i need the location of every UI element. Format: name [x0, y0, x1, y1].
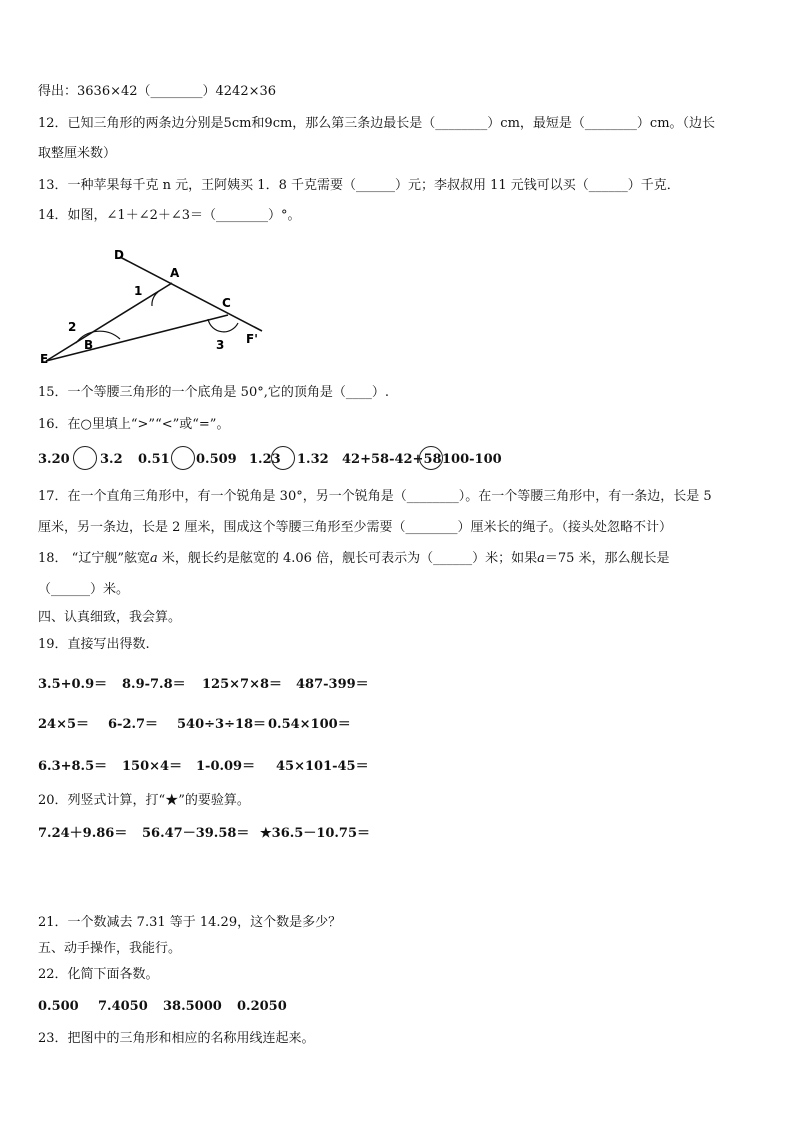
label-angle2: 2 — [68, 320, 77, 334]
q18-text-1: 18． “辽宁舰”舷宽 — [38, 551, 150, 566]
cmp-left-4: 42+58-42+58 — [342, 452, 442, 467]
cmp-left-2: 0.51 — [138, 452, 170, 467]
q19: 19．直接写出得数. — [38, 637, 150, 652]
line-EA — [46, 283, 172, 361]
label-A: A — [170, 266, 180, 280]
calc-item: 45×101-45＝ — [276, 759, 369, 774]
q20: 20．列竖式计算，打“★”的要验算。 — [38, 793, 250, 808]
calc-row-2 — [38, 713, 538, 732]
q18-var-a: a — [149, 551, 158, 566]
compare-circle-3[interactable] — [268, 446, 298, 470]
simplify-item: 7.4050 — [98, 999, 148, 1014]
calc-item: 0.54×100＝ — [268, 717, 351, 732]
q11-tail: 得出：3636×42（________）4242×36 — [38, 84, 277, 99]
section-4-heading: 四、认真细致，我会算。 — [38, 610, 182, 625]
calc-row-1 — [38, 673, 538, 692]
compare-circle-2[interactable] — [168, 446, 198, 470]
label-angle1: 1 — [134, 284, 143, 298]
q23: 23．把图中的三角形和相应的名称用线连起来。 — [38, 1031, 315, 1046]
calc-item: 3.5+0.9＝ — [38, 677, 108, 692]
angle-figure — [38, 243, 270, 371]
simplify-item: 0.500 — [38, 999, 79, 1014]
q21: 21．一个数减去 7.31 等于 14.29，这个数是多少？ — [38, 915, 342, 930]
q17-line1: 17．在一个直角三角形中，有一个锐角是 30°，另一个锐角是（________）。在一个等腰三角形中，有一条边，长是 5 — [38, 489, 712, 504]
q18-text-2: 米，舰长约是舷宽的 4.06 倍，舰长可表示为（______）米；如果 — [157, 551, 538, 566]
calc-item: 6.3+8.5＝ — [38, 759, 108, 774]
calc-item: 540÷3÷18＝ — [177, 717, 267, 732]
cmp-left-1: 3.20 — [38, 452, 70, 467]
calc-item: 487-399＝ — [296, 677, 369, 692]
calc-item: 6-2.7＝ — [108, 717, 159, 732]
q12-line1: 12．已知三角形的两条边分别是5cm和9cm，那么第三条边最长是（________）cm，最短是（________）cm。（边长 — [38, 116, 716, 131]
cmp-right-2: 0.509 — [196, 452, 237, 467]
vcalc-item: 56.47－39.58＝ — [142, 826, 250, 841]
vcalc-item: 7.24＋9.86＝ — [38, 826, 128, 841]
q18-line2: （______）米。 — [38, 582, 130, 597]
q18-line1 — [38, 551, 670, 567]
vcalc-item: ★36.5－10.75＝ — [260, 826, 371, 841]
arc-3 — [208, 319, 238, 332]
q18-var-a2: a — [537, 551, 545, 566]
calc-row-3 — [38, 755, 538, 774]
label-C: C — [222, 296, 231, 310]
label-F: F' — [246, 332, 258, 346]
calc-item: 150×4＝ — [122, 759, 183, 774]
label-D: D — [114, 248, 124, 262]
cmp-right-1: 3.2 — [100, 452, 123, 467]
q15: 15．一个等腰三角形的一个底角是 50°,它的顶角是（____）. — [38, 385, 389, 400]
q14: 14．如图，∠1＋∠2＋∠3＝（________）°。 — [38, 208, 301, 223]
q16: 16．在○里填上“>”“<”或“=”。 — [38, 417, 230, 432]
calc-item: 125×7×8＝ — [202, 677, 283, 692]
calc-item: 1-0.09＝ — [196, 759, 256, 774]
cmp-right-4: 100-100 — [442, 452, 502, 467]
q17-line2: 厘米，另一条边，长是 2 厘米，围成这个等腰三角形至少需要（________）厘米长的绳子。（接头处忽略不计） — [38, 520, 673, 535]
simplify-row — [38, 999, 438, 1015]
arc-2 — [76, 331, 120, 343]
cmp-right-3: 1.32 — [297, 452, 329, 467]
simplify-item: 38.5000 — [163, 999, 222, 1014]
vertical-calc-row — [38, 822, 538, 841]
label-E: E — [40, 352, 49, 366]
section-5-heading: 五、动手操作，我能行。 — [38, 941, 182, 956]
cmp-left-3: 1.23 — [249, 452, 281, 467]
label-angle3: 3 — [216, 338, 225, 352]
q12-line2: 取整厘米数） — [38, 146, 117, 161]
q22: 22．化简下面各数。 — [38, 967, 159, 982]
calc-item: 24×5＝ — [38, 717, 90, 732]
simplify-item: 0.2050 — [237, 999, 287, 1014]
compare-circle-1[interactable] — [70, 446, 100, 470]
q18-text-3: ＝75 米，那么舰长是 — [544, 551, 670, 566]
label-B: B — [84, 338, 94, 352]
calc-item: 8.9-7.8＝ — [122, 677, 186, 692]
q13: 13．一种苹果每千克 n 元，王阿姨买 1．8 千克需要（______）元；李叔叔用 11 元钱可以买（______）千克． — [38, 178, 680, 193]
